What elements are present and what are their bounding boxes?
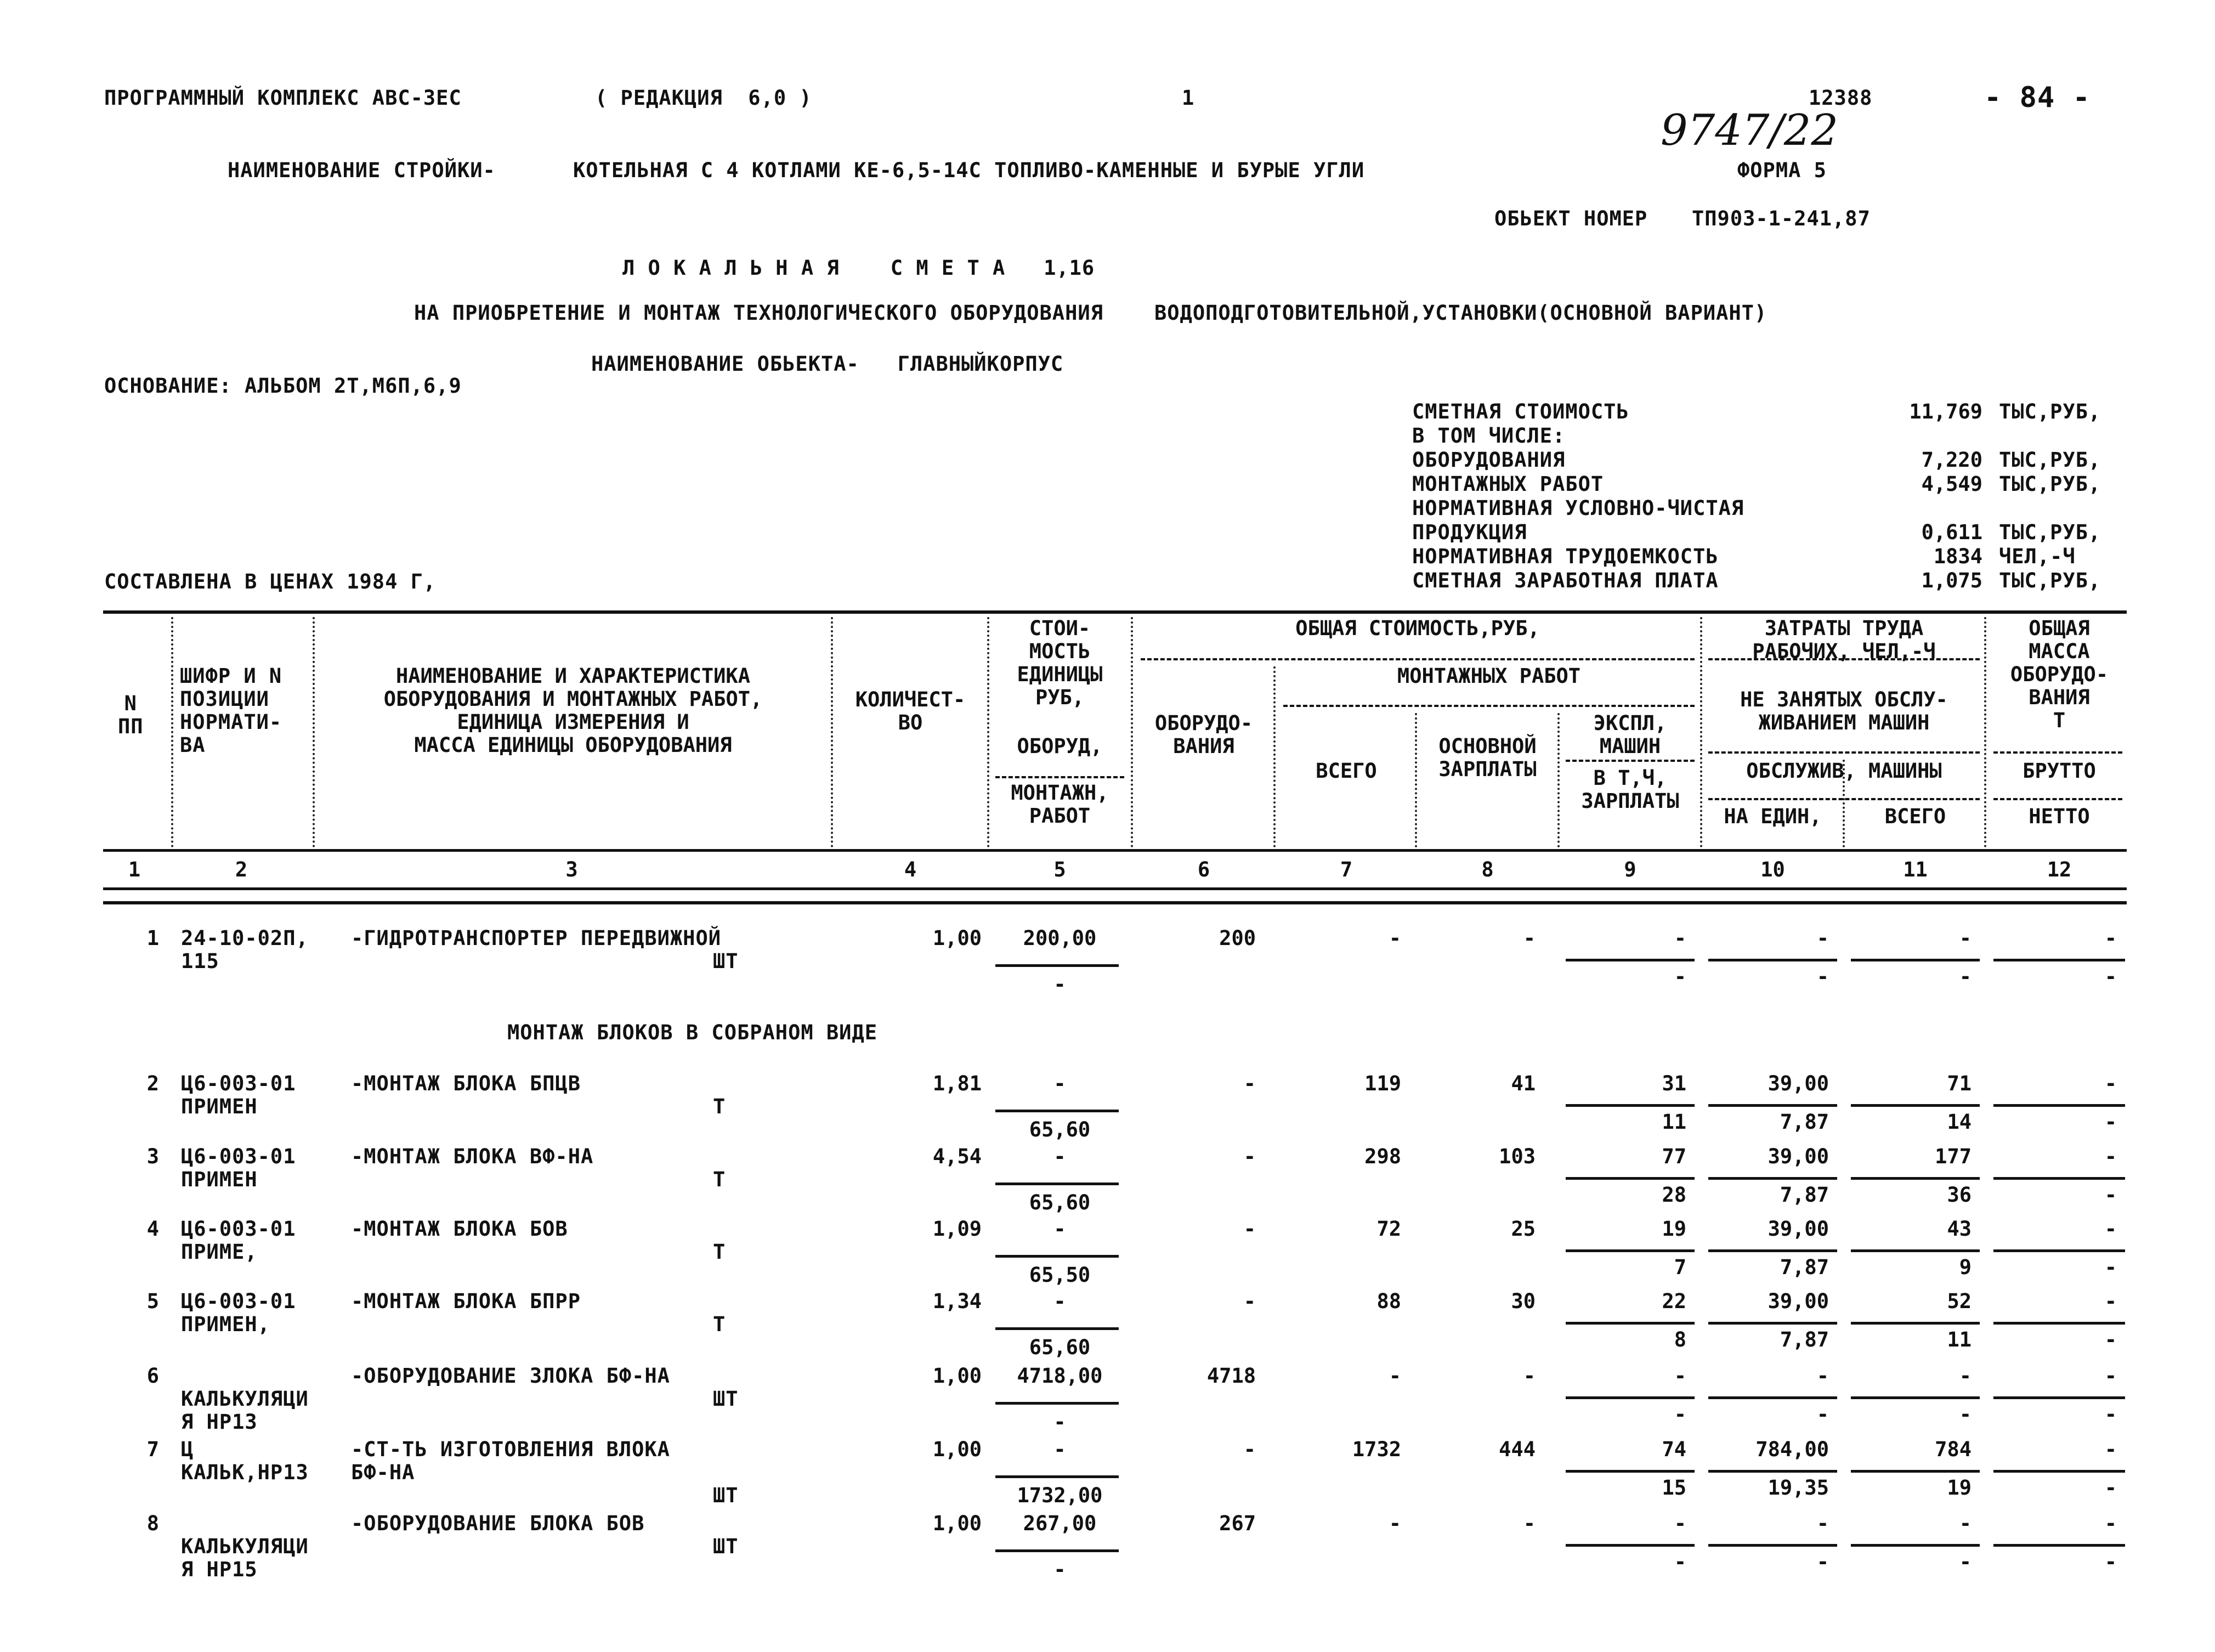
col-header-labor-total: ВСЕГО [1884, 805, 1946, 828]
cell-divider [1566, 1470, 1695, 1473]
program-name: ПРОГРАММНЫЙ КОМПЛЕКС АВС-3ЕС [104, 86, 462, 110]
row-mass-bottom: - [2104, 1328, 2117, 1351]
row-equipment-cost: 200 [1219, 926, 1256, 950]
col-header-code: ШИФР И N ПОЗИЦИИ НОРМАТИ- ВА [180, 664, 282, 757]
row-number: 8 [146, 1512, 159, 1535]
col-header-total: ВСЕГО [1316, 759, 1377, 783]
col-header-labor: ЗАТРАТЫ ТРУДА РАБОЧИХ, ЧЕЛ,-Ч [1752, 616, 1936, 663]
col-header-brutto: БРУТТО [2023, 759, 2096, 783]
cell-divider [995, 1255, 1119, 1258]
summary-value: 11,769 [1909, 400, 1982, 423]
cell-divider [995, 1110, 1119, 1112]
cell-divider [1566, 1322, 1695, 1325]
row-labor-total-bottom: - [1959, 1402, 1972, 1426]
summary-unit: ТЫС,РУБ, [1999, 472, 2101, 496]
section-title: МОНТАЖ БЛОКОВ В СОБРАНОМ ВИДЕ [507, 1021, 878, 1044]
row-code: Ц6-003-01 ПРИМЕН [181, 1072, 296, 1118]
col-number: 5 [1053, 858, 1066, 881]
row-machines-top: - [1674, 1512, 1686, 1535]
cell-divider [995, 1327, 1119, 1330]
col-number: 7 [1340, 858, 1353, 881]
row-labor-total-top: - [1959, 1364, 1972, 1388]
cell-divider [1708, 1544, 1837, 1547]
row-quantity: 1,00 [932, 1438, 982, 1461]
document-code: 12388 [1809, 86, 1873, 110]
col-header-machine-salary: В Т,Ч, ЗАРПЛАТЫ [1581, 766, 1679, 813]
row-labor-per-unit-bottom: 19,35 [1768, 1476, 1829, 1500]
row-mass-bottom: - [2104, 1476, 2117, 1500]
row-unit-cost-equipment: - [1053, 1438, 1066, 1461]
row-unit-cost-mounting: 65,60 [1029, 1191, 1091, 1214]
row-code: Ц КАЛЬК,НР13 [181, 1438, 309, 1484]
row-total-mounting: - [1389, 926, 1401, 950]
cell-divider [1566, 1177, 1695, 1180]
row-base-salary: 25 [1511, 1217, 1536, 1241]
col-header-name: НАИМЕНОВАНИЕ И ХАРАКТЕРИСТИКА ОБОРУДОВАНИЯ И МОНТАЖНЫХ РАБОТ, ЕДИНИЦА ИЗМЕРЕНИЯ И МАССА ЕДИНИЦЫ ОБОРУДОВАНИЯ [383, 664, 763, 757]
row-unit: ШТ [713, 1484, 739, 1507]
row-total-mounting: 72 [1376, 1217, 1401, 1241]
col-header-unit-cost: СТОИ- МОСТЬ ЕДИНИЦЫ РУБ, [1017, 616, 1103, 709]
row-unit-cost-equipment: 200,00 [1023, 926, 1097, 950]
cell-divider [1851, 1544, 1980, 1547]
row-machines-bottom: 28 [1662, 1183, 1686, 1207]
row-name: -ОБОРУДОВАНИЕ БЛОКА БОВ [351, 1512, 645, 1535]
row-machines-bottom: - [1674, 965, 1686, 988]
summary-unit: ТЫС,РУБ, [1999, 400, 2101, 423]
row-code: КАЛЬКУЛЯЦИ Я НР13 [181, 1387, 309, 1434]
row-base-salary: - [1523, 1364, 1536, 1388]
object-name: НАИМЕНОВАНИЕ ОБЬЕКТА- ГЛАВНЫЙКОРПУС [591, 352, 1064, 376]
row-mass-top: - [2104, 1438, 2117, 1461]
cost-summary [1412, 400, 2125, 593]
col-number: 4 [904, 858, 917, 881]
table-top-rule [103, 610, 2127, 614]
construction-label: НАИМЕНОВАНИЕ СТРОЙКИ- [228, 159, 496, 182]
sub-rule [1283, 705, 1695, 707]
summary-value: 0,611 [1921, 521, 1982, 544]
header-rule [103, 887, 2127, 890]
row-code: 24-10-02П, 115 [181, 926, 309, 973]
summary-value: 4,549 [1921, 472, 1982, 496]
row-machines-top: 19 [1662, 1217, 1686, 1241]
row-code: Ц6-003-01 ПРИМЕ, [181, 1217, 296, 1264]
price-basis: СОСТАВЛЕНА В ЦЕНАХ 1984 Г, [104, 570, 437, 593]
cell-divider [1566, 1104, 1695, 1107]
row-mass-bottom: - [2104, 1110, 2117, 1134]
col-header-unit-cost-equip: ОБОРУД, [1017, 734, 1103, 758]
row-labor-total-top: 52 [1947, 1289, 1972, 1313]
sub-rule [1566, 760, 1695, 762]
row-unit: Т [713, 1240, 726, 1264]
row-mass-top: - [2104, 1512, 2117, 1535]
cell-divider [1566, 1249, 1695, 1252]
row-unit-cost-equipment: 267,00 [1023, 1512, 1097, 1535]
summary-unit: ТЫС,РУБ, [1999, 569, 2101, 592]
row-labor-per-unit-top: 39,00 [1768, 1072, 1829, 1095]
row-quantity: 1,09 [932, 1217, 982, 1241]
col-header-equipment: ОБОРУДО- ВАНИЯ [1154, 711, 1253, 758]
summary-label: ПРОДУКЦИЯ [1412, 521, 1527, 544]
row-mass-top: - [2104, 1072, 2117, 1095]
row-mass-top: - [2104, 1289, 2117, 1313]
row-machines-bottom: - [1674, 1550, 1686, 1574]
cell-divider [1566, 959, 1695, 961]
row-unit-cost-equipment: 4718,00 [1017, 1364, 1103, 1388]
cell-divider [995, 1402, 1119, 1405]
row-labor-total-bottom: - [1959, 965, 1972, 988]
column-divider [1273, 666, 1276, 847]
row-name: -МОНТАЖ БЛОКА БПЦВ [351, 1072, 581, 1095]
cell-divider [1993, 1470, 2125, 1473]
cell-divider [1993, 1177, 2125, 1180]
cell-divider [995, 964, 1119, 967]
cell-divider [1851, 959, 1980, 961]
row-mass-bottom: - [2104, 1255, 2117, 1279]
col-number: 10 [1760, 858, 1785, 881]
row-unit-cost-mounting: 65,50 [1029, 1263, 1091, 1287]
row-machines-bottom: - [1674, 1402, 1686, 1426]
row-machines-top: 77 [1662, 1145, 1686, 1168]
document-title: Л О К А Л Ь Н А Я С М Е Т А 1,16 [622, 256, 1095, 280]
col-number: 6 [1197, 858, 1210, 881]
row-labor-total-top: 43 [1947, 1217, 1972, 1241]
cell-divider [1851, 1177, 1980, 1180]
form-number: ФОРМА 5 [1737, 159, 1827, 182]
col-number: 8 [1481, 858, 1494, 881]
cell-divider [1851, 1104, 1980, 1107]
col-header-labor-not-machines: НЕ ЗАНЯТЫХ ОБСЛУ- ЖИВАНИЕМ МАШИН [1740, 688, 1948, 734]
cell-divider [1993, 959, 2125, 961]
row-machines-top: - [1674, 1364, 1686, 1388]
row-mass-top: - [2104, 1217, 2117, 1241]
row-name: -МОНТАЖ БЛОКА БОВ [351, 1217, 568, 1241]
col-number: 12 [2047, 858, 2072, 881]
column-divider [313, 617, 315, 847]
row-machines-bottom: 15 [1662, 1476, 1686, 1500]
summary-unit: ЧЕЛ,-Ч [1999, 545, 2076, 568]
cell-divider [1708, 1249, 1837, 1252]
row-labor-total-top: 71 [1947, 1072, 1972, 1095]
row-mass-top: - [2104, 926, 2117, 950]
row-quantity: 1,00 [932, 1364, 982, 1388]
col-number: 9 [1624, 858, 1636, 881]
cell-divider [995, 1475, 1119, 1478]
row-base-salary: 103 [1499, 1145, 1536, 1168]
col-number: 2 [235, 858, 248, 881]
row-labor-total-bottom: 11 [1947, 1328, 1972, 1351]
row-quantity: 4,54 [932, 1145, 982, 1168]
row-quantity: 1,00 [932, 926, 982, 950]
basis: ОСНОВАНИЕ: АЛЬБОМ 2Т,М6П,6,9 [104, 374, 462, 398]
row-labor-per-unit-top: - [1816, 1512, 1829, 1535]
summary-label: СМЕТНАЯ ЗАРАБОТНАЯ ПЛАТА [1412, 569, 1719, 592]
row-labor-total-top: 784 [1935, 1438, 1972, 1461]
row-total-mounting: - [1389, 1512, 1401, 1535]
row-unit: ШТ [713, 949, 739, 973]
row-labor-per-unit-top: 784,00 [1755, 1438, 1829, 1461]
header-rule [103, 901, 2127, 904]
row-labor-per-unit-bottom: - [1816, 1550, 1829, 1574]
sheet-number: - 84 - [1984, 81, 2091, 114]
handwritten-number: 9747/22 [1661, 106, 1839, 155]
row-labor-total-bottom: - [1959, 1550, 1972, 1574]
row-base-salary: 30 [1511, 1289, 1536, 1313]
row-code: Ц6-003-01 ПРИМЕН [181, 1145, 296, 1191]
cell-divider [1993, 1322, 2125, 1325]
row-number: 1 [146, 926, 159, 950]
summary-value: 1,075 [1921, 569, 1982, 592]
row-name: -МОНТАЖ БЛОКА ВФ-НА [351, 1145, 594, 1168]
row-machines-top: - [1674, 926, 1686, 950]
cell-divider [1708, 1396, 1837, 1399]
object-value: ТП903-1-241,87 [1692, 207, 1871, 230]
row-labor-per-unit-top: - [1816, 1364, 1829, 1388]
col-header-mass: ОБЩАЯ МАССА ОБОРУДО- ВАНИЯ Т [2010, 616, 2109, 732]
row-mass-bottom: - [2104, 1183, 2117, 1207]
col-number: 1 [128, 858, 141, 881]
sub-rule [1993, 751, 2122, 754]
row-unit: ШТ [713, 1387, 739, 1411]
cell-divider [1708, 1470, 1837, 1473]
row-unit-cost-mounting: 1732,00 [1017, 1484, 1103, 1507]
row-total-mounting: 119 [1364, 1072, 1401, 1095]
cell-divider [1708, 1104, 1837, 1107]
row-labor-per-unit-bottom: - [1816, 1402, 1829, 1426]
row-labor-per-unit-bottom: 7,87 [1780, 1255, 1829, 1279]
sub-rule [1141, 658, 1695, 660]
row-equipment-cost: - [1243, 1438, 1256, 1461]
summary-value: 7,220 [1921, 448, 1982, 472]
row-labor-per-unit-top: 39,00 [1768, 1217, 1829, 1241]
col-number: 11 [1903, 858, 1928, 881]
col-header-quantity: КОЛИЧЕСТ- ВО [855, 688, 966, 734]
row-mass-bottom: - [2104, 1402, 2117, 1426]
row-name: -ОБОРУДОВАНИЕ ЗЛОКА БФ-НА [351, 1364, 670, 1388]
row-equipment-cost: 267 [1219, 1512, 1256, 1535]
column-divider [1415, 713, 1417, 847]
row-total-mounting: 1732 [1352, 1438, 1401, 1461]
row-labor-total-bottom: 36 [1947, 1183, 1972, 1207]
row-total-mounting: 88 [1376, 1289, 1401, 1313]
col-header-unit-cost-mount: МОНТАЖН, РАБОТ [1011, 781, 1109, 828]
summary-label: В ТОМ ЧИСЛЕ: [1412, 424, 1566, 448]
row-code: КАЛЬКУЛЯЦИ Я НР15 [181, 1535, 309, 1581]
row-machines-top: 22 [1662, 1289, 1686, 1313]
row-machines-top: 31 [1662, 1072, 1686, 1095]
col-header-per-unit: НА ЕДИН, [1724, 805, 1822, 828]
cell-divider [1993, 1104, 2125, 1107]
cell-divider [1566, 1396, 1695, 1399]
object-label: ОБЬЕКТ НОМЕР [1494, 207, 1648, 230]
row-labor-per-unit-top: - [1816, 926, 1829, 950]
summary-label: НОРМАТИВНАЯ ТРУДОЕМКОСТЬ [1412, 545, 1719, 568]
row-base-salary: - [1523, 1512, 1536, 1535]
cell-divider [1708, 1177, 1837, 1180]
cell-divider [1993, 1544, 2125, 1547]
row-unit-cost-equipment: - [1053, 1072, 1066, 1095]
row-mass-bottom: - [2104, 965, 2117, 988]
col-header-netto: НЕТТО [2029, 805, 2090, 828]
row-unit-cost-mounting: - [1053, 1410, 1066, 1434]
cell-divider [1851, 1396, 1980, 1399]
row-base-salary: - [1523, 926, 1536, 950]
row-name: -МОНТАЖ БЛОКА БПРР [351, 1289, 581, 1313]
row-labor-total-top: 177 [1935, 1145, 1972, 1168]
row-unit-cost-mounting: 65,60 [1029, 1336, 1091, 1359]
row-machines-bottom: 7 [1674, 1255, 1686, 1279]
row-labor-per-unit-top: 39,00 [1768, 1145, 1829, 1168]
row-name: -ГИДРОТРАНСПОРТЕР ПЕРЕДВИЖНОЙ [351, 926, 722, 950]
row-unit-cost-mounting: 65,60 [1029, 1118, 1091, 1141]
row-equipment-cost: - [1243, 1217, 1256, 1241]
summary-unit: ТЫС,РУБ, [1999, 521, 2101, 544]
row-quantity: 1,34 [932, 1289, 982, 1313]
row-labor-total-bottom: 19 [1947, 1476, 1972, 1500]
sub-rule [1708, 751, 1980, 754]
row-unit-cost-equipment: - [1053, 1145, 1066, 1168]
col-header-total-cost: ОБЩАЯ СТОИМОСТЬ,РУБ, [1295, 616, 1540, 640]
row-unit: Т [713, 1095, 726, 1118]
row-code: Ц6-003-01 ПРИМЕН, [181, 1289, 296, 1336]
cell-divider [1851, 1470, 1980, 1473]
column-divider [987, 617, 989, 847]
row-labor-total-bottom: 9 [1959, 1255, 1972, 1279]
summary-unit: ТЫС,РУБ, [1999, 448, 2101, 472]
row-unit: ШТ [713, 1535, 739, 1558]
cell-divider [1708, 959, 1837, 961]
document-subtitle: НА ПРИОБРЕТЕНИЕ И МОНТАЖ ТЕХНОЛОГИЧЕСКОГО ОБОРУДОВАНИЯ ВОДОПОДГОТОВИТЕЛЬНОЙ,УСТАНОВКИ(ОСНОВНОЙ ВАРИАНТ) [414, 301, 1768, 325]
sub-rule [1993, 798, 2122, 800]
cell-divider [1851, 1322, 1980, 1325]
row-name: -СТ-ТЬ ИЗГОТОВЛЕНИЯ ВЛОКА БФ-НА [351, 1438, 670, 1484]
row-unit-cost-mounting: - [1053, 972, 1066, 996]
row-mass-top: - [2104, 1364, 2117, 1388]
row-labor-per-unit-bottom: 7,87 [1780, 1183, 1829, 1207]
row-base-salary: 41 [1511, 1072, 1536, 1095]
edition: ( РЕДАКЦИЯ 6,0 ) [595, 86, 812, 110]
column-divider [1557, 713, 1560, 847]
row-unit-cost-equipment: - [1053, 1289, 1066, 1313]
summary-label: СМЕТНАЯ СТОИМОСТЬ [1412, 400, 1629, 423]
row-unit: Т [713, 1312, 726, 1336]
cell-divider [1708, 1322, 1837, 1325]
summary-label: НОРМАТИВНАЯ УСЛОВНО-ЧИСТАЯ [1412, 496, 1744, 520]
row-unit: Т [713, 1168, 726, 1191]
row-machines-bottom: 8 [1674, 1328, 1686, 1351]
row-labor-per-unit-bottom: 7,87 [1780, 1110, 1829, 1134]
row-total-mounting: - [1389, 1364, 1401, 1388]
column-divider [171, 617, 173, 847]
row-machines-top: 74 [1662, 1438, 1686, 1461]
sub-rule [1708, 798, 1980, 800]
row-labor-total-top: - [1959, 926, 1972, 950]
row-mass-bottom: - [2104, 1550, 2117, 1574]
col-header-mounting: МОНТАЖНЫХ РАБОТ [1397, 664, 1581, 688]
column-divider [1131, 617, 1133, 847]
sub-rule [1708, 658, 1980, 660]
row-number: 3 [146, 1145, 159, 1168]
row-base-salary: 444 [1499, 1438, 1536, 1461]
summary-value: 1834 [1933, 545, 1982, 568]
row-equipment-cost: - [1243, 1072, 1256, 1095]
row-unit-cost-mounting: - [1053, 1558, 1066, 1581]
col-number: 3 [565, 858, 578, 881]
page-number: 1 [1182, 86, 1195, 110]
row-number: 7 [146, 1438, 159, 1461]
header-rule [103, 849, 2127, 852]
row-labor-per-unit-top: 39,00 [1768, 1289, 1829, 1313]
summary-label: ОБОРУДОВАНИЯ [1412, 448, 1566, 472]
column-divider [831, 617, 833, 847]
cell-divider [1851, 1249, 1980, 1252]
row-unit-cost-equipment: - [1053, 1217, 1066, 1241]
row-equipment-cost: 4718 [1206, 1364, 1256, 1388]
row-number: 5 [146, 1289, 159, 1313]
sub-rule [995, 776, 1124, 778]
row-machines-bottom: 11 [1662, 1110, 1686, 1134]
cell-divider [995, 1549, 1119, 1552]
row-equipment-cost: - [1243, 1289, 1256, 1313]
col-header-machines: ЭКСПЛ, МАШИН [1593, 711, 1667, 758]
cell-divider [995, 1183, 1119, 1185]
row-number: 2 [146, 1072, 159, 1095]
col-header-number: N ПП [118, 692, 144, 738]
row-equipment-cost: - [1243, 1145, 1256, 1168]
summary-label: МОНТАЖНЫХ РАБОТ [1412, 472, 1604, 496]
row-labor-per-unit-bottom: 7,87 [1780, 1328, 1829, 1351]
cell-divider [1566, 1544, 1695, 1547]
col-header-base-salary: ОСНОВНОЙ ЗАРПЛАТЫ [1438, 734, 1537, 781]
column-divider [1700, 617, 1702, 847]
row-number: 4 [146, 1217, 159, 1241]
row-quantity: 1,81 [932, 1072, 982, 1095]
row-quantity: 1,00 [932, 1512, 982, 1535]
cell-divider [1993, 1249, 2125, 1252]
col-header-labor-machines: ОБСЛУЖИВ, МАШИНЫ [1746, 759, 1942, 783]
row-number: 6 [146, 1364, 159, 1388]
row-total-mounting: 298 [1364, 1145, 1401, 1168]
construction-name: КОТЕЛЬНАЯ С 4 КОТЛАМИ КЕ-6,5-14С ТОПЛИВО-КАМЕННЫЕ И БУРЫЕ УГЛИ [573, 159, 1365, 182]
row-labor-total-bottom: 14 [1947, 1110, 1972, 1134]
cell-divider [1993, 1396, 2125, 1399]
row-labor-total-top: - [1959, 1512, 1972, 1535]
row-mass-top: - [2104, 1145, 2117, 1168]
row-labor-per-unit-bottom: - [1816, 965, 1829, 988]
